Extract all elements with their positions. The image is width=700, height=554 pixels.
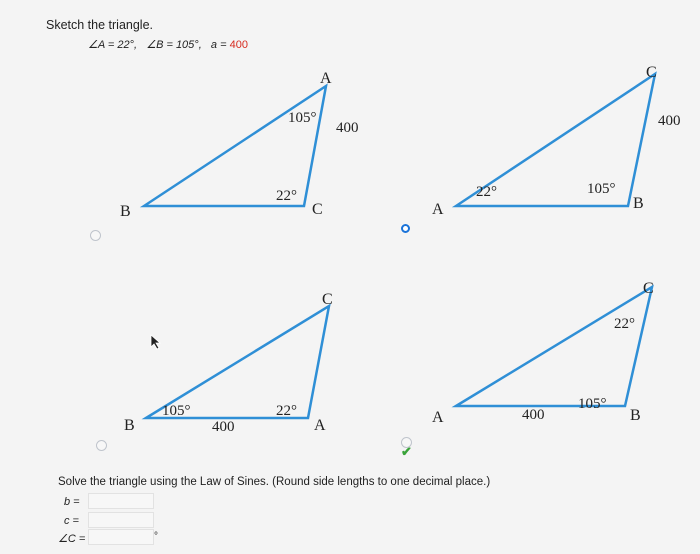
option-3-side: 400 [212,419,235,435]
option-3-angle-left: 105° [162,403,191,419]
given-angle-b: ∠B = 105°, [146,39,202,51]
angle-c-degree-unit: ° [154,531,158,542]
option-1-angle-top: 105° [288,110,317,126]
c-label: c = [64,515,79,527]
option-4-triangle [456,287,652,406]
option-4-angle-right: 105° [578,396,607,412]
given-side-a-label: a = [210,39,227,51]
option-1-vertex-a: A [320,70,332,87]
option-3-vertex-a: A [314,417,326,434]
option-1-triangle [144,86,326,206]
option-3-vertex-c: C [322,291,333,308]
check-icon: ✔ [401,444,412,459]
b-label: b = [64,496,80,508]
option-4-side: 400 [522,407,545,423]
option-1-side: 400 [336,120,359,136]
option-1-vertex-b: B [120,203,131,220]
option-1-radio-icon[interactable] [90,230,101,241]
option-4-vertex-c: C [643,280,654,297]
angle-c-label: ∠C = [58,533,86,545]
b-row [64,496,80,508]
angle-c-row [58,532,85,545]
option-4-angle-top: 22° [614,316,635,332]
option-2-angle-left: 22° [476,184,497,200]
option-1-vertex-c: C [312,201,323,218]
given-side-a-value: 400 [229,39,248,51]
solve-instruction: Solve the triangle using the Law of Sines. (Round side lengths to one decimal place.) [58,476,491,488]
c-row [64,515,79,527]
option-2-radio-icon[interactable] [401,224,410,233]
question-prompt: Sketch the triangle. [46,18,154,32]
b-input[interactable] [88,493,154,509]
option-2-angle-right: 105° [587,181,616,197]
given-angle-a: ∠A = 22°, [88,39,138,51]
option-3-radio-icon[interactable] [96,440,107,451]
option-4-vertex-a: A [432,409,444,426]
angle-c-input[interactable] [88,529,154,545]
option-2-vertex-a: A [432,201,444,218]
option-2-side: 400 [658,113,681,129]
option-1-angle-bottom: 22° [276,188,297,204]
option-2-vertex-b: B [633,195,644,212]
option-3-vertex-b: B [124,417,135,434]
c-input[interactable] [88,512,154,528]
option-3-triangle [146,306,329,418]
option-4-vertex-b: B [630,407,641,424]
cursor-icon [150,334,162,350]
option-3-angle-right: 22° [276,403,297,419]
option-2-vertex-c: C [646,64,657,81]
